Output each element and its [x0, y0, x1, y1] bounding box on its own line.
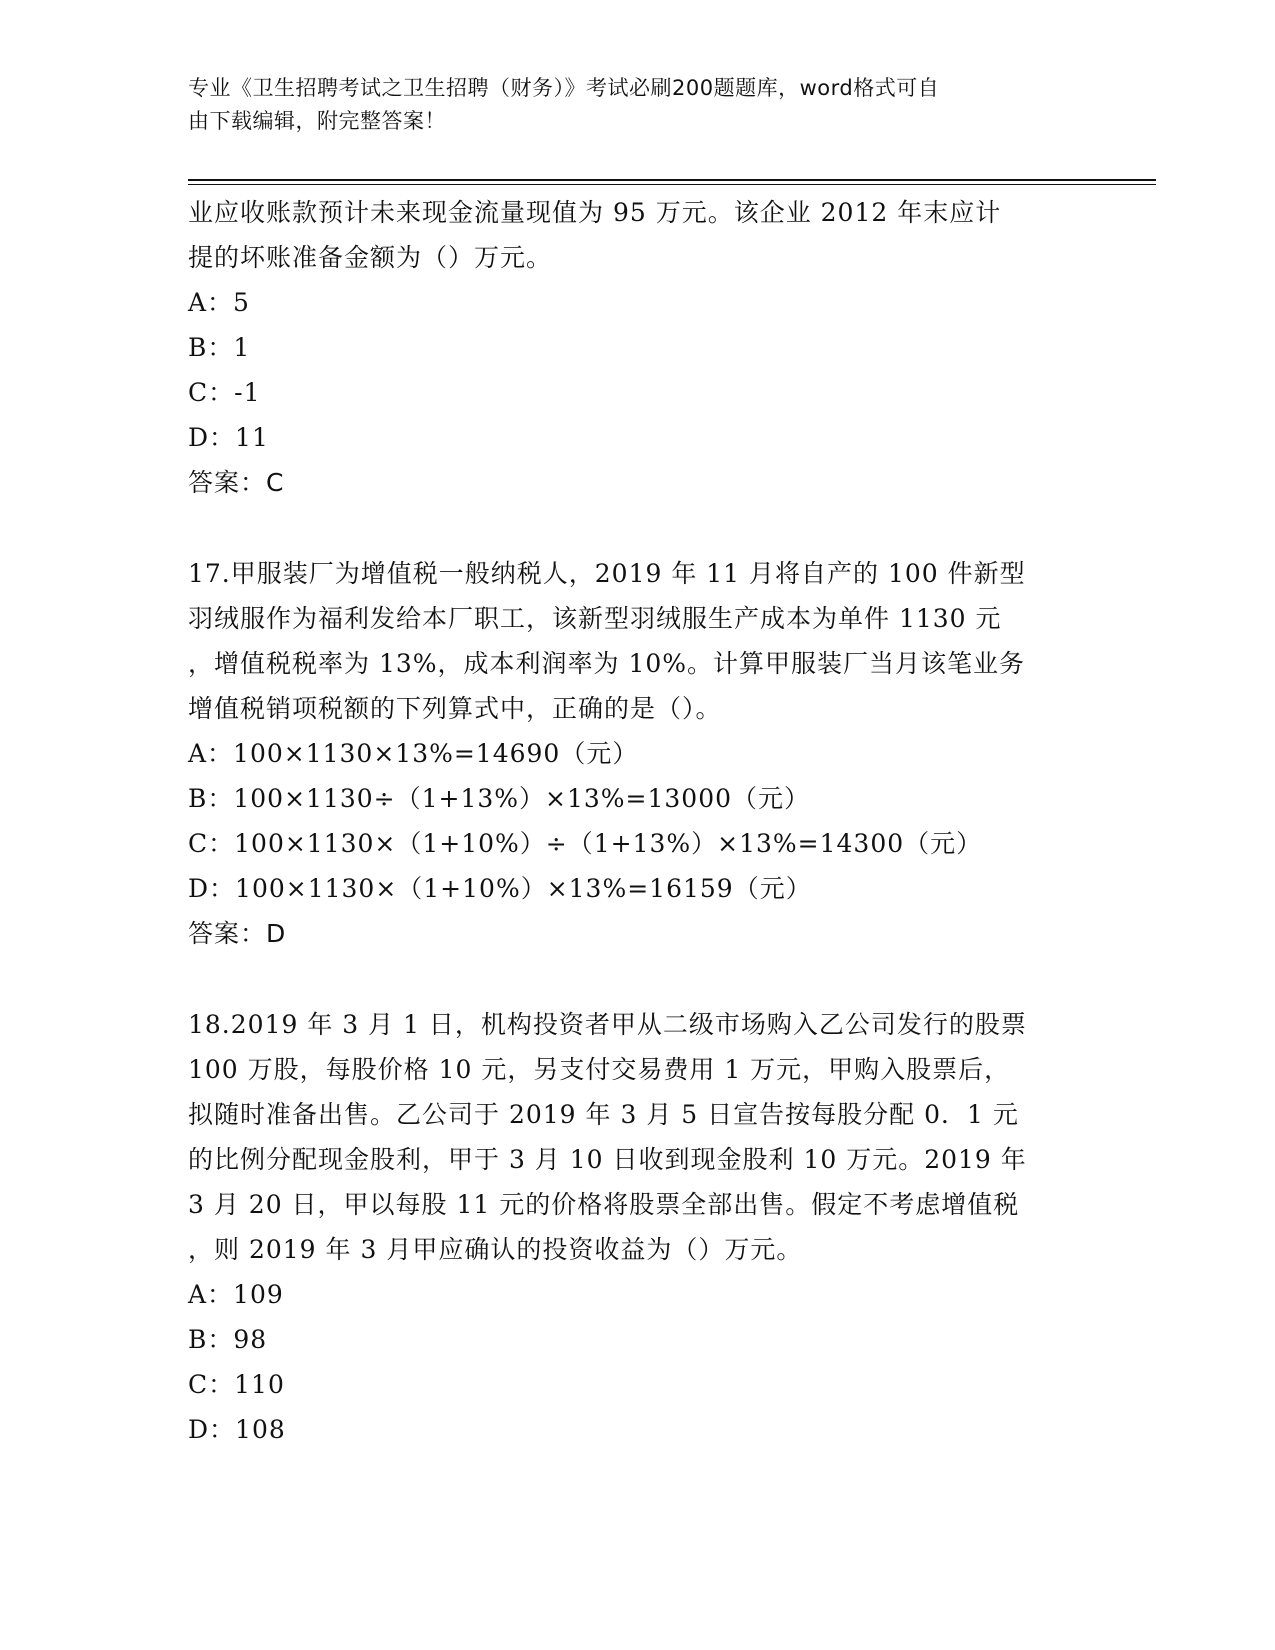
question-17-line: 羽绒服作为福利发给本厂职工，该新型羽绒服生产成本为单件 1130 元 [188, 604, 1002, 633]
spacer [188, 956, 1088, 1002]
question-16-option-c: C：-1 [188, 378, 261, 407]
question-17-option-b: B：100×1130÷（1+13%）×13%=13000（元） [188, 784, 811, 813]
document-header [188, 72, 1068, 138]
header-line-1: 专业《卫生招聘考试之卫生招聘（财务）》考试必刷200题题库，word格式可自 [188, 76, 940, 100]
question-18-option-d: D：108 [188, 1415, 286, 1444]
question-18-option-b: B：98 [188, 1325, 268, 1354]
question-16-option-b: B：1 [188, 333, 251, 362]
question-16 [188, 190, 1088, 505]
question-18-line: 拟随时准备出售。乙公司于 2019 年 3 月 5 日宣告按每股分配 0．1 元 [188, 1100, 1019, 1129]
question-16-line: 提的坏账准备金额为（）万元。 [188, 243, 553, 272]
header-divider-thick [188, 179, 1156, 181]
question-18-line: 3 月 20 日，甲以每股 11 元的价格将股票全部出售。假定不考虑增值税 [188, 1190, 1020, 1219]
question-16-line: 业应收账款预计未来现金流量现值为 95 万元。该企业 2012 年末应计 [188, 198, 1002, 227]
question-18-line: ，则 2019 年 3 月甲应确认的投资收益为（）万元。 [188, 1235, 803, 1264]
header-line-2: 由下载编辑，附完整答案！ [188, 109, 446, 133]
question-17-line: 增值税销项税额的下列算式中，正确的是（）。 [188, 694, 722, 723]
spacer [188, 505, 1088, 551]
question-18-line: 100 万股，每股价格 10 元，另支付交易费用 1 万元，甲购入股票后， [188, 1055, 1011, 1084]
question-17 [188, 551, 1088, 956]
header-divider-thin [188, 184, 1156, 185]
question-17-line: ，增值税税率为 13%，成本利润率为 10%。计算甲服装厂当月该笔业务 [188, 649, 1026, 678]
question-18-line: 的比例分配现金股利，甲于 3 月 10 日收到现金股利 10 万元。2019 年 [188, 1145, 1027, 1174]
question-17-option-d: D：100×1130×（1+10%）×13%=16159（元） [188, 874, 812, 903]
question-17-option-c: C：100×1130×（1+10%）÷（1+13%）×13%=14300（元） [188, 829, 983, 858]
document-body [188, 190, 1088, 1452]
question-17-option-a: A：100×1130×13%=14690（元） [188, 739, 639, 768]
question-18-option-c: C：110 [188, 1370, 285, 1399]
question-17-answer: 答案：D [188, 919, 287, 948]
question-18-option-a: A：109 [188, 1280, 284, 1309]
question-16-answer: 答案：C [188, 468, 285, 497]
question-18-line: 18.2019 年 3 月 1 日，机构投资者甲从二级市场购入乙公司发行的股票 [188, 1010, 1027, 1039]
question-18 [188, 1002, 1088, 1452]
question-17-line: 17.甲服装厂为增值税一般纳税人，2019 年 11 月将自产的 100 件新型 [188, 559, 1026, 588]
question-16-option-a: A：5 [188, 288, 250, 317]
question-16-option-d: D：11 [188, 423, 269, 452]
